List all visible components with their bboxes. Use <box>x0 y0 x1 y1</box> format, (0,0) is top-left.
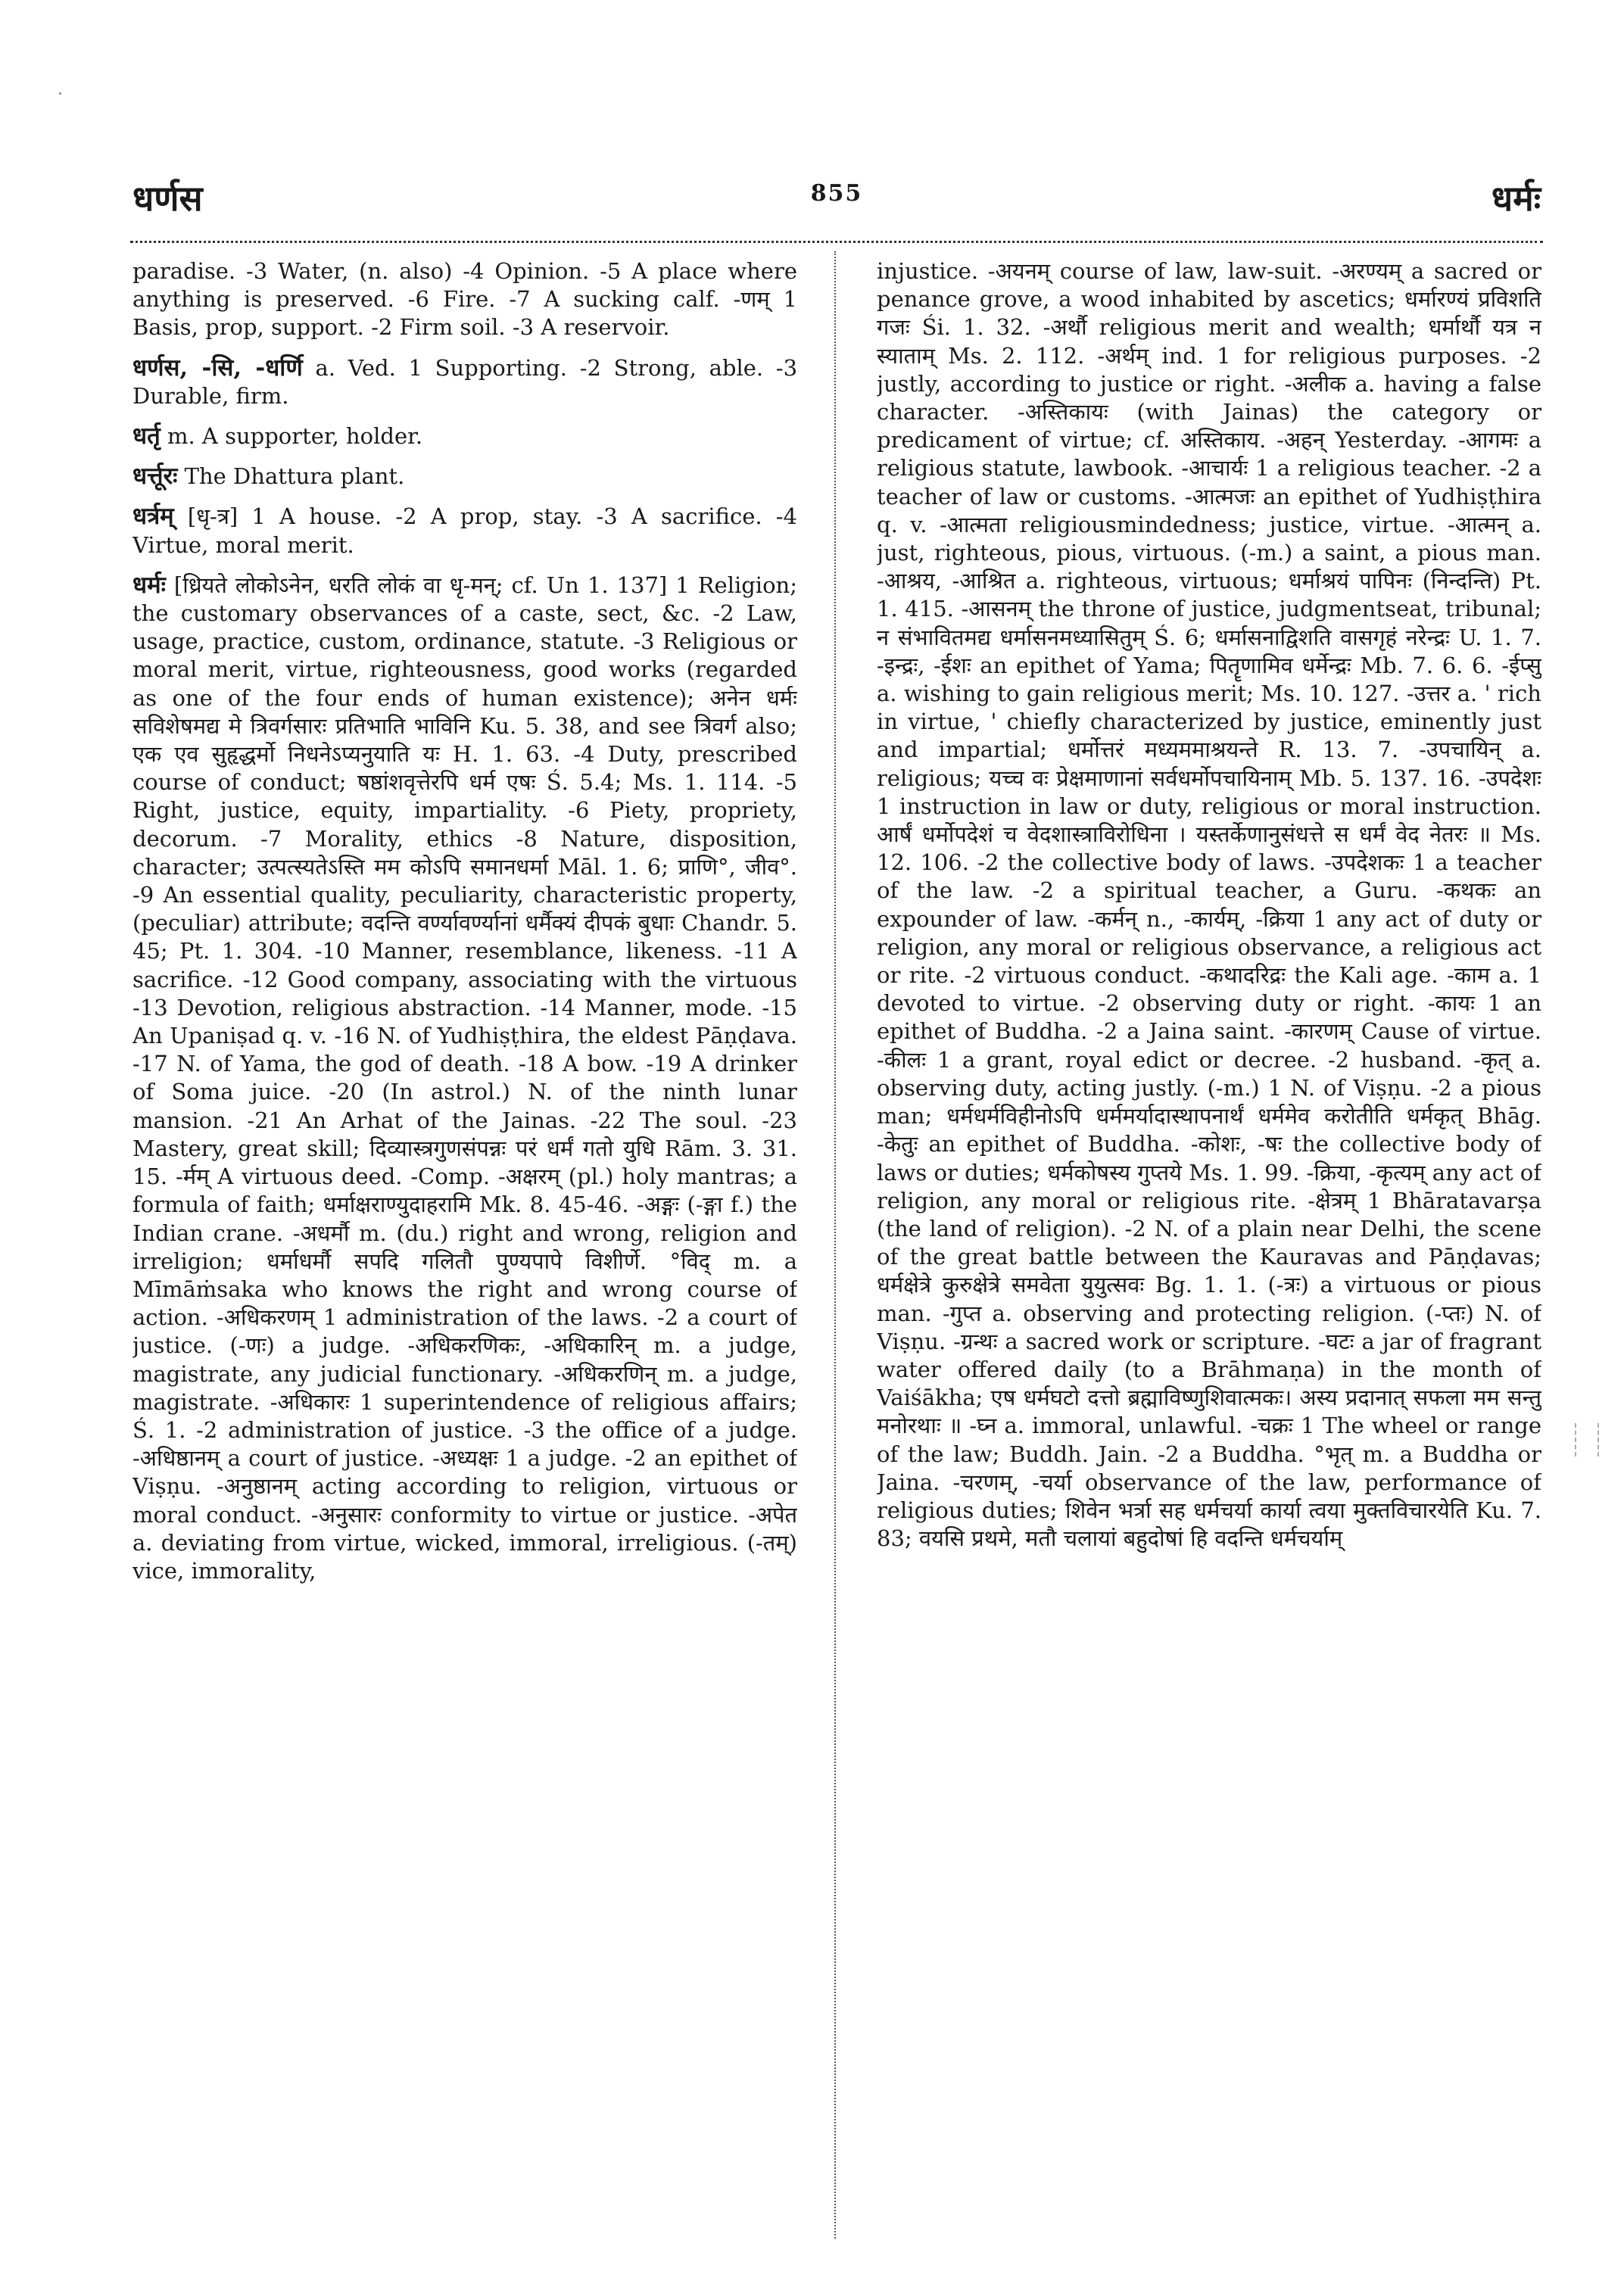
entry-headword: धर्मः <box>132 571 166 599</box>
entry-text: paradise. -3 Water, (n. also) -4 Opinion. -5 A place where anything is preserved. -6 Fire. -7 A sucking calf. -णम् 1 Basis, prop, support. -2 Firm soil. -3 A reservoir. <box>132 258 797 341</box>
entry-text: [ध्रियते लोकोऽनेन, धरति लोकं वा धृ-मन्; cf. Un 1. 137] 1 Religion; the customary observances of a caste, sect, &c. -2 Law, usage, practice, custom, ordinance, statute. -3 Religious or moral merit, virtue, righteousness, good works (regarded as one of the four ends of human existence); अनेन धर्मः सविशेषमद्य मे त्रिवर्गसारः प्रतिभाति भाविनि Ku. 5. 38, and see त्रिवर्ग also; एक एव सुहृद्धर्मो निधनेऽप्यनुयाति यः H. 1. 63. -4 Duty, prescribed course of conduct; षष्ठांशवृत्तेरपि धर्म एषः Ś. 5.4; Ms. 1. 114. -5 Right, justice, equity, impartiality. -6 Piety, propriety, decorum. -7 Morality, ethics -8 Nature, disposition, character; उत्पत्स्यतेऽस्ति मम कोऽपि समानधर्मा Māl. 1. 6; प्राणि°, जीव°. -9 An essential quality, peculiarity, characteristic property, (peculiar) attribute; वदन्ति वर्ण्यावर्ण्यानां धर्मैक्यं दीपकं बुधाः Chandr. 5. 45; Pt. 1. 304. -10 Manner, resemblance, likeness. -11 A sacrifice. -12 Good company, associating with the virtuous -13 Devotion, religious abstraction. -14 Manner, mode. -15 An Upaniṣad q. v. -16 N. of Yudhiṣṭhira, the eldest Pāṇḍava. -17 N. of Yama, the god of death. -18 A bow. -19 A drinker of Soma juice. -20 (In astrol.) N. of the ninth lunar mansion. -21 An Arhat of the Jainas. -22 The soul. -23 Mastery, great skill; दिव्यास्त्रगुणसंपन्नः परं धर्मं गतो युधि Rām. 3. 31. 15. -र्मम् A virtuous deed. -Comp. -अक्षरम् (pl.) holy mantras; a formula of faith; धर्माक्षराण्युदाहरामि Mk. 8. 45-46. -अङ्गः (-ङ्गा f.) the Indian crane. -अधर्मौ m. (du.) right and wrong, religion and irreligion; धर्माधर्मौ सपदि गलितौ पुण्यपापे विशीर्णे. °विद् m. a Mīmāṁsaka who knows the right and wrong course of action. -अधिकरणम् 1 administration of the laws. -2 a court of justice. (-णः) a judge. -अधिकरणिकः, -अधिकारिन् m. a judge, magistrate, any judicial functionary. -अधिकरणिन् m. a judge, magistrate. -अधिकारः 1 superintendence of religious affairs; Ś. 1. -2 administration of justice. -3 the office of a judge. -अधिष्ठानम् a court of justice. -अध्यक्षः 1 a judge. -2 an epithet of Viṣṇu. -अनुष्ठानम् acting according to religion, virtuous or moral conduct. -अनुसारः conformity to virtue or justice. -अपेत a. deviating from virtue, wicked, immoral, irreligious. (-तम्) vice, immorality, <box>132 572 797 1584</box>
entry-paragraph <box>132 463 797 491</box>
margin-mark <box>1575 1423 1599 1456</box>
entry-text: a. Ved. 1 Supporting. -2 Strong, able. -3 Durable, firm. <box>132 354 797 409</box>
page-header <box>132 174 1541 227</box>
entry-text: [धृ-त्र] 1 A house. -2 A prop, stay. -3 A sacrifice. -4 Virtue, moral merit. <box>132 503 797 558</box>
right-column <box>877 257 1541 2241</box>
entry-text: The Dhattura plant. <box>184 463 405 490</box>
column-divider <box>834 251 836 2238</box>
paper-speck <box>59 92 61 95</box>
left-column <box>132 257 797 2241</box>
entry-headword: धर्त्तूरः <box>132 463 178 491</box>
entry-headword: धर्तृ <box>132 422 161 450</box>
entry-text: injustice. -अयनम् course of law, law-suit. -अरण्यम् a sacred or penance grove, a wood inhabited by ascetics; धर्मारण्यं प्रविशति गजः Śi. 1. 32. -अर्थौ religious merit and wealth; धर्मार्थौ यत्र न स्याताम् Ms. 2. 112. -अर्थम् ind. 1 for religious purposes. -2 justly, according to justice or right. -अलीक a. having a false character. -अस्तिकायः (with Jainas) the category or predicament of virtue; cf. अस्तिकाय. -अहन् Yesterday. -आगमः a religious statute, lawbook. -आचार्यः 1 a religious teacher. -2 a teacher of law or customs. -आत्मजः an epithet of Yudhiṣṭhira q. v. -आत्मता religiousmindedness; justice, virtue. -आत्मन् a. just, righteous, pious, virtuous. (-m.) a saint, a pious man. -आश्रय, -आश्रित a. righteous, virtuous; धर्माश्रयं पापिनः (निन्दन्ति) Pt. 1. 415. -आसनम् the throne of justice, judgmentseat, tribunal; न संभावितमद्य धर्मासनमध्यासितुम् Ś. 6; धर्मासनाद्विशति वासगृहं नरेन्द्रः U. 1. 7. -इन्द्रः, -ईशः an epithet of Yama; पितॄणामिव धर्मेन्द्रः Mb. 7. 6. 6. -ईप्सु a. wishing to gain religious merit; Ms. 10. 127. -उत्तर a. ' rich in virtue, ' chiefly characterized by justice, eminently just and impartial; धर्मोत्तरं मध्यममाश्रयन्ते R. 13. 7. -उपचायिन् a. religious; यच्च वः प्रेक्षमाणानां सर्वधर्मोपचायिनाम् Mb. 5. 137. 16. -उपदेशः 1 instruction in law or duty, religious or moral instruction. आर्षं धर्मोपदेशं च वेदशास्त्राविरोधिना । यस्तर्केणानुसंधत्ते स धर्मं वेद नेतरः ॥ Ms. 12. 106. -2 the collective body of laws. -उपदेशकः 1 a teacher of the law. -2 a spiritual teacher, a Guru. -कथकः an expounder of law. -कर्मन् n., -कार्यम्, -क्रिया 1 any act of duty or religion, any moral or religious observance, a religious act or rite. -2 virtuous conduct. -कथादरिद्रः the Kali age. -काम a. 1 devoted to virtue. -2 observing duty or right. -कायः 1 an epithet of Buddha. -2 a Jaina saint. -कारणम् Cause of virtue. -कीलः 1 a grant, royal edict or decree. -2 husband. -कृत् a. observing duty, acting justly. (-m.) 1 N. of Viṣṇu. -2 a pious man; धर्मधर्मविहीनोऽपि धर्ममर्यादास्थापनार्थं धर्ममेव करोतीति धर्मकृत् Bhāg. -केतुः an epithet of Buddha. -कोशः, -षः the collective body of laws or duties; धर्मकोषस्य गुप्तये Ms. 1. 99. -क्रिया, -कृत्यम् any act of religion, any moral or religious rite. -क्षेत्रम् 1 Bhāratavarṣa (the land of religion). -2 N. of a plain near Delhi, the scene of the great battle between the Kauravas and Pāṇḍavas; धर्मक्षेत्रे कुरुक्षेत्रे समवेता युयुत्सवः Bg. 1. 1. (-त्रः) a virtuous or pious man. -गुप्त a. observing and protecting religion. (-प्तः) N. of Viṣṇu. -ग्रन्थः a sacred work or scripture. -घटः a jar of fragrant water offered daily (to a Brāhmaṇa) in the month of Vaiśākha; एष धर्मघटो दत्तो ब्रह्माविष्णुशिवात्मकः। अस्य प्रदानात् सफला मम सन्तु मनोरथाः ॥ -घ्न a. immoral, unlawful. -चक्रः 1 The wheel or range of the law; Buddh. Jain. -2 a Buddha. °भृत् m. a Buddha or Jaina. -चरणम्, -चर्या observance of the law, performance of religious duties; शिवेन भर्त्रा सह धर्मचर्या कार्या त्वया मुक्तविचारयेति Ku. 7. 83; वयसि प्रथमे, मतौ चलायां बहुदोषां हि वदन्ति धर्मचर्याम् <box>877 258 1541 1552</box>
entry-paragraph <box>132 422 797 450</box>
header-rule <box>130 241 1543 243</box>
entry-paragraph <box>132 503 797 559</box>
right-guide-word: धर्मः <box>1491 178 1541 219</box>
entry-text: m. A supporter, holder. <box>167 423 423 450</box>
entry-paragraph <box>132 257 797 342</box>
entry-headword: धर्त्रम् <box>132 503 174 531</box>
entry-paragraph <box>877 257 1541 1553</box>
page-number: 855 <box>810 180 863 207</box>
entry-headword: धर्णस, -सि, -धर्णि <box>132 354 303 382</box>
entry-paragraph <box>132 572 797 1585</box>
entry-paragraph <box>132 354 797 410</box>
left-guide-word: धर्णस <box>132 178 203 219</box>
